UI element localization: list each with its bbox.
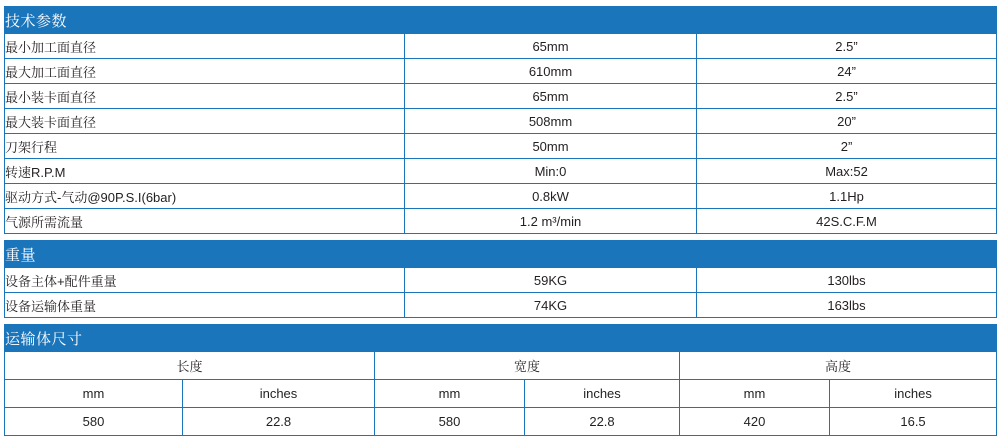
- dimension-value: 22.8: [525, 408, 680, 436]
- table-row: [5, 159, 997, 184]
- table-row: [5, 293, 997, 318]
- unit-header: mm: [5, 380, 183, 408]
- row-imperial-value: 20”: [697, 109, 997, 134]
- row-imperial-value: 2.5”: [697, 34, 997, 59]
- dimensions-value-row: [5, 408, 997, 436]
- row-metric-value: 59KG: [405, 268, 697, 293]
- table-row: [5, 184, 997, 209]
- dimension-value: 16.5: [830, 408, 997, 436]
- row-imperial-value: 42S.C.F.M: [697, 209, 997, 234]
- row-imperial-value: 2.5”: [697, 84, 997, 109]
- row-label: 转速R.P.M: [5, 159, 405, 184]
- row-label: 最小加工面直径: [5, 34, 405, 59]
- dimensions-unit-row: [5, 380, 997, 408]
- dimensions-table: [4, 324, 997, 436]
- dimension-value: 420: [680, 408, 830, 436]
- tech-section-header: [5, 7, 997, 34]
- row-metric-value: 610mm: [405, 59, 697, 84]
- dimension-value: 580: [375, 408, 525, 436]
- table-row: [5, 84, 997, 109]
- dimensions-group-row: [5, 352, 997, 380]
- unit-header: mm: [680, 380, 830, 408]
- unit-header: inches: [525, 380, 680, 408]
- row-imperial-value: 163lbs: [697, 293, 997, 318]
- row-label: 设备运输体重量: [5, 293, 405, 318]
- table-row: [5, 34, 997, 59]
- dimension-value: 580: [5, 408, 183, 436]
- dimension-group-height: 高度: [680, 352, 997, 380]
- row-metric-value: 1.2 m³/min: [405, 209, 697, 234]
- row-label: 驱动方式-气动@90P.S.I(6bar): [5, 184, 405, 209]
- unit-header: inches: [183, 380, 375, 408]
- table-row: [5, 109, 997, 134]
- dimensions-section-title: 运输体尺寸: [5, 325, 997, 352]
- row-metric-value: 65mm: [405, 34, 697, 59]
- row-metric-value: 508mm: [405, 109, 697, 134]
- row-imperial-value: 2”: [697, 134, 997, 159]
- dimension-value: 22.8: [183, 408, 375, 436]
- row-metric-value: 0.8kW: [405, 184, 697, 209]
- row-label: 最大装卡面直径: [5, 109, 405, 134]
- row-label: 最大加工面直径: [5, 59, 405, 84]
- weight-table: [4, 240, 997, 318]
- unit-header: inches: [830, 380, 997, 408]
- table-row: [5, 209, 997, 234]
- row-label: 刀架行程: [5, 134, 405, 159]
- tech-section-title: 技术参数: [5, 7, 997, 34]
- table-row: [5, 268, 997, 293]
- weight-section-title: 重量: [5, 241, 997, 268]
- row-metric-value: 65mm: [405, 84, 697, 109]
- row-imperial-value: 24”: [697, 59, 997, 84]
- row-metric-value: 50mm: [405, 134, 697, 159]
- row-imperial-value: 130lbs: [697, 268, 997, 293]
- dimensions-section-header: [5, 325, 997, 352]
- table-row: [5, 134, 997, 159]
- table-row: [5, 59, 997, 84]
- row-metric-value: 74KG: [405, 293, 697, 318]
- unit-header: mm: [375, 380, 525, 408]
- row-label: 设备主体+配件重量: [5, 268, 405, 293]
- row-metric-value: Min:0: [405, 159, 697, 184]
- row-label: 最小装卡面直径: [5, 84, 405, 109]
- weight-section-header: [5, 241, 997, 268]
- tech-parameters-table: [4, 6, 997, 234]
- row-imperial-value: 1.1Hp: [697, 184, 997, 209]
- dimension-group-width: 宽度: [375, 352, 680, 380]
- row-label: 气源所需流量: [5, 209, 405, 234]
- row-imperial-value: Max:52: [697, 159, 997, 184]
- dimension-group-length: 长度: [5, 352, 375, 380]
